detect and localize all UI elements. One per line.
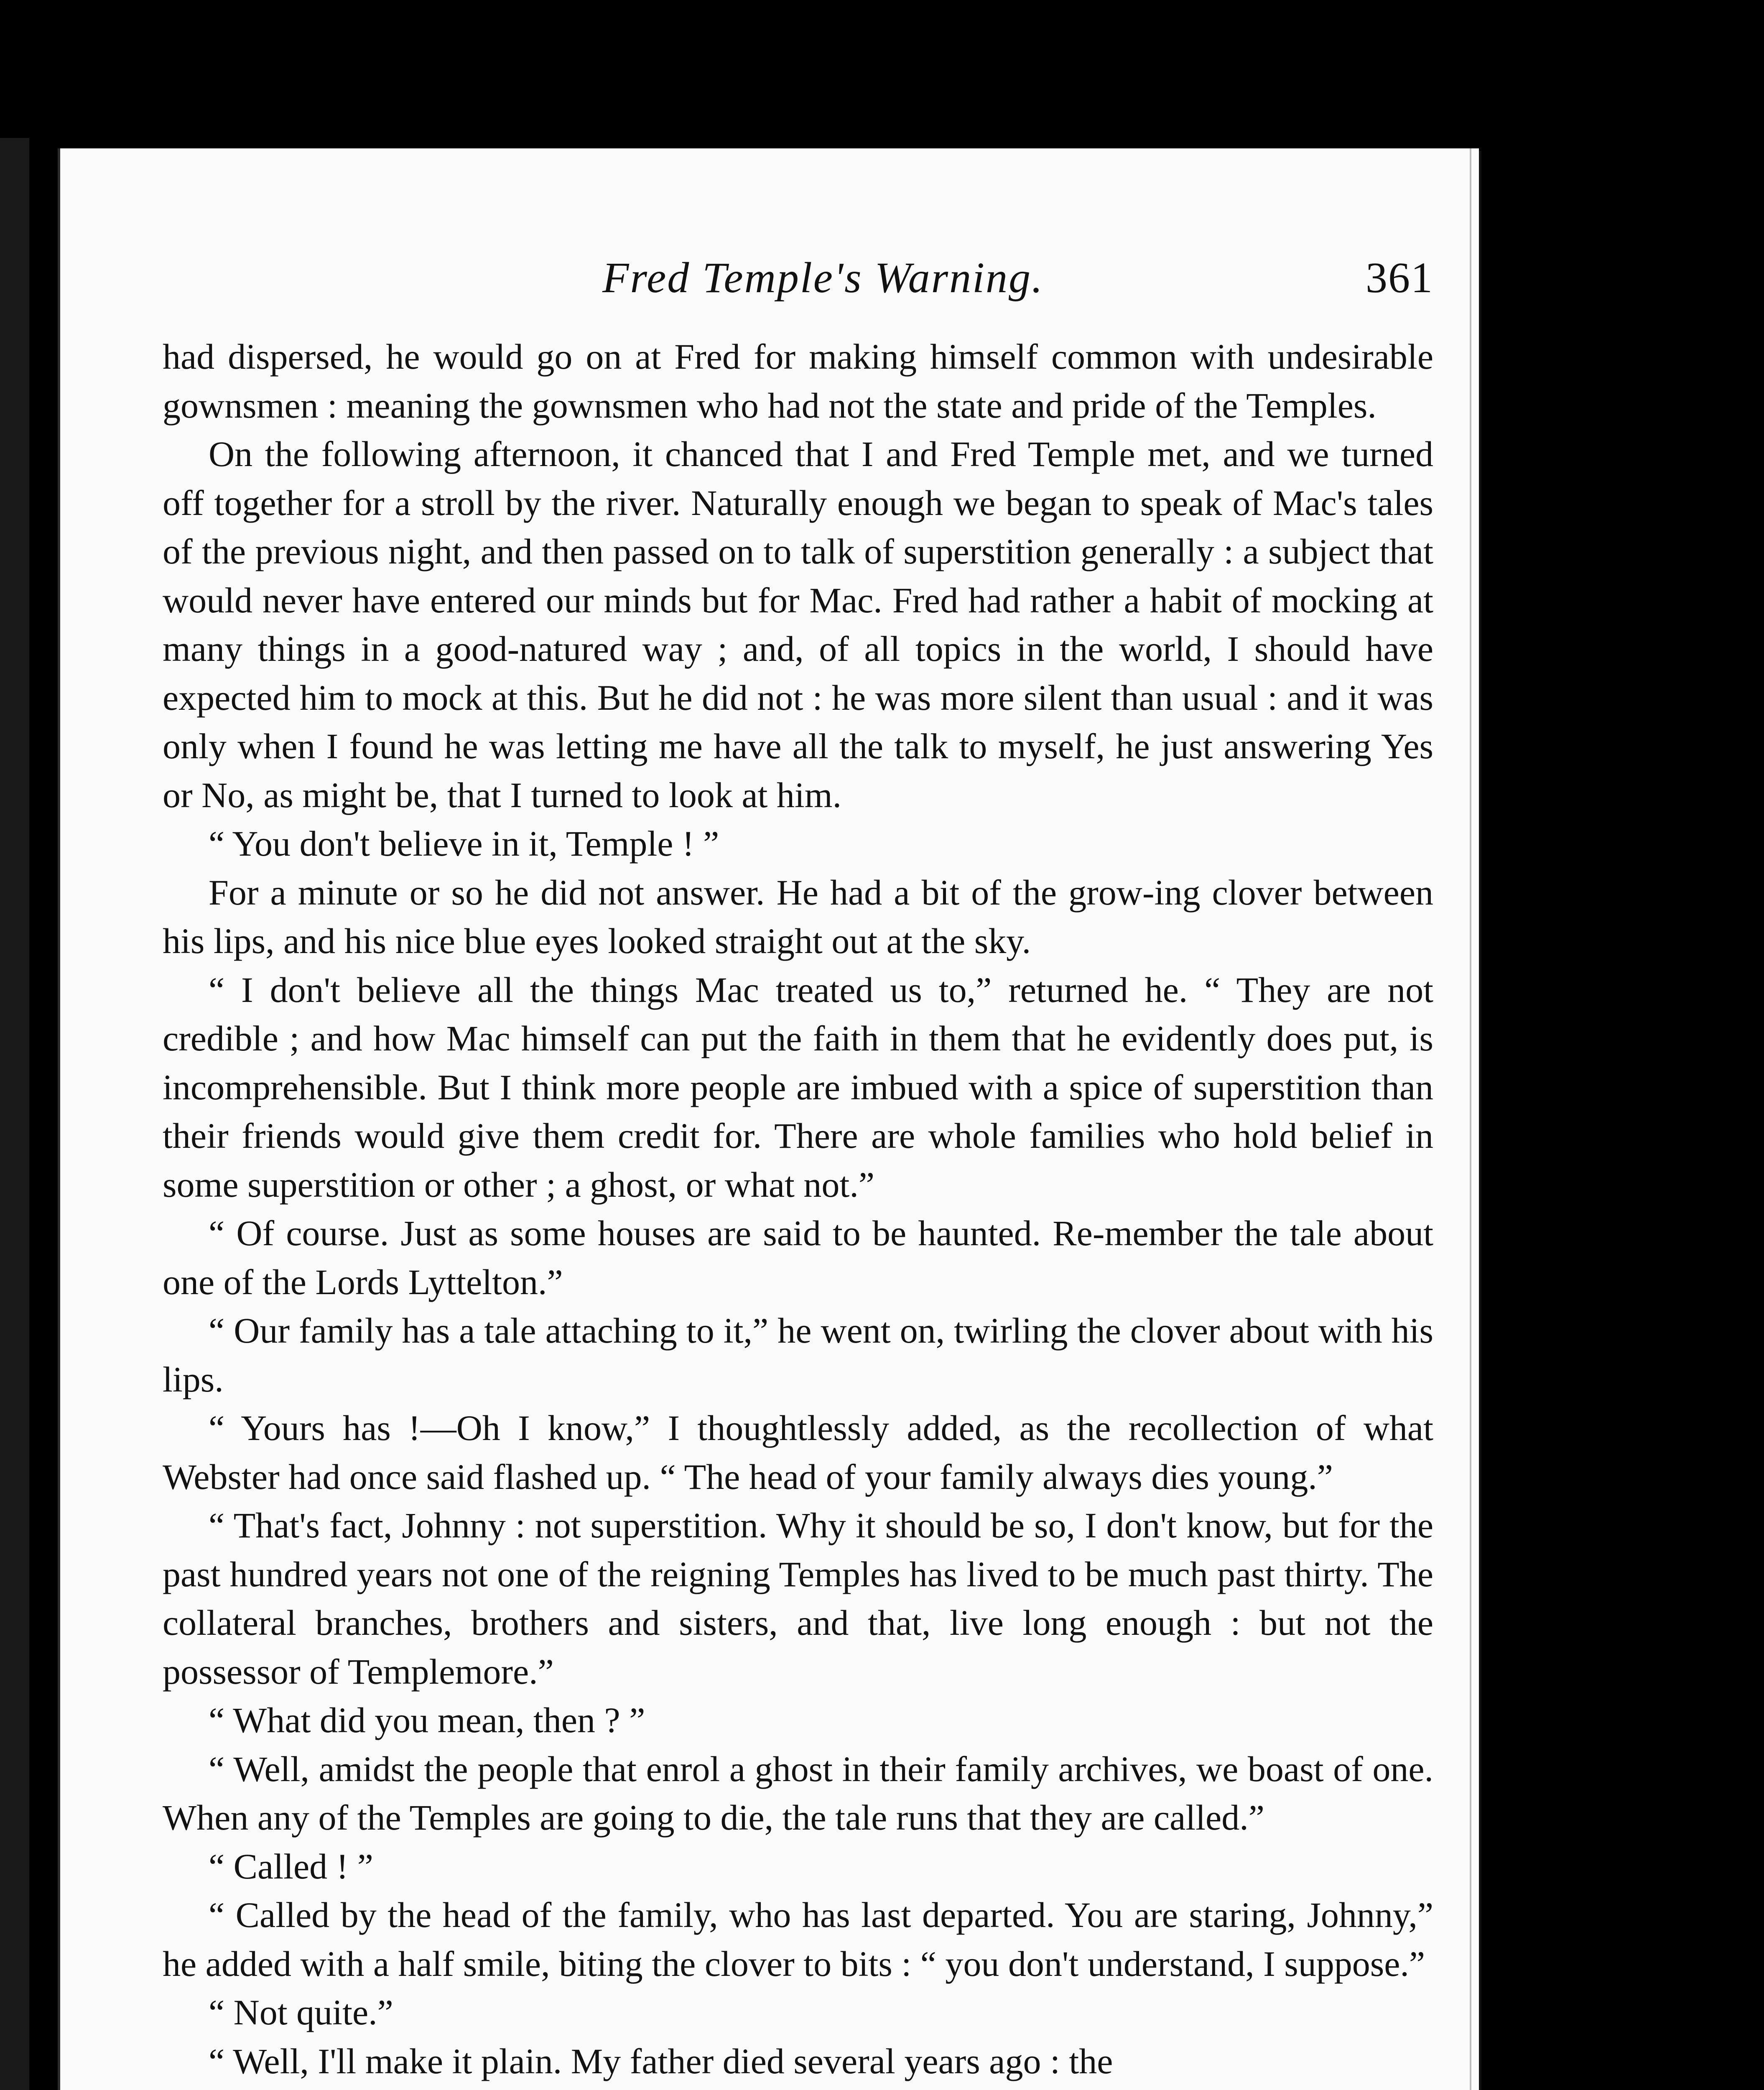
paragraph: “ That's fact, Johnny : not superstition. Why it should be so, I don't know, but for the past hundred years not one of the reigning Temples has lived to be much past thirty. The collateral branches, brothers and sisters, and that, live long enough : but not the possessor of Templemore.” — [163, 1505, 1433, 1692]
book-page — [58, 148, 1479, 2090]
paragraph: “ Yours has !—Oh I know,” I thoughtlessly added, as the recollection of what Webster had once said flashed up. “ The head of your family always dies young.” — [163, 1408, 1433, 1497]
running-head — [163, 253, 1433, 320]
paragraph: had dispersed, he would go on at Fred for making himself common with undesirable gownsmen : meaning the gownsmen who had not the state and pride of the Temples. — [163, 336, 1433, 426]
page-edge-line — [1470, 148, 1471, 2090]
paragraph: “ Called by the head of the family, who has last departed. You are staring, Johnny,” he added with a half smile, biting the clover to bits : “ you don't understand, I suppose.” — [163, 1895, 1433, 1984]
running-title: Fred Temple's Warning. — [602, 254, 1044, 302]
page-number: 361 — [1366, 254, 1433, 302]
paragraph: “ Called ! ” — [209, 1846, 373, 1886]
paragraph: “ What did you mean, then ? ” — [209, 1700, 645, 1740]
paragraph: “ Not quite.” — [209, 1992, 393, 2032]
paragraph: “ I don't believe all the things Mac treated us to,” returned he. “ They are not credible ; and how Mac himself can put the faith in them that he evidently does put, is incomprehensible. But I think more people are imbued with a spice of superstition than their friends would give them credit for. There are whole families who hold belief in some superstition or other ; a ghost, or what not.” — [163, 969, 1433, 1205]
paragraph: For a minute or so he did not answer. He had a bit of the grow-ing clover between his lips, and his nice blue eyes looked straight out at the sky. — [163, 872, 1433, 961]
paragraph: “ Well, I'll make it plain. My father died several years ago : the — [209, 2041, 1113, 2081]
paragraph: “ Our family has a tale attaching to it,” he went on, twirling the clover about with his lips. — [163, 1310, 1433, 1399]
paragraph: “ Of course. Just as some houses are said to be haunted. Re-member the tale about one of the Lords Lyttelton.” — [163, 1213, 1433, 1302]
paragraph: “ You don't believe in it, Temple ! ” — [209, 823, 719, 864]
paragraph: On the following afternoon, it chanced that I and Fred Temple met, and we turned off together for a stroll by the river. Naturally enough we began to speak of Mac's tales of the previous night, and then passed on to talk of superstition generally : a subject that would never have entered our minds but for Mac. Fred had rather a habit of mocking at many things in a good-natured way ; and, of all topics in the world, I should have expected him to mock at this. But he did not : he was more silent than usual : and it was only when I found he was letting me have all the talk to myself, he just answering Yes or No, as might be, that I turned to look at him. — [163, 434, 1433, 815]
scan-edge-left — [0, 138, 29, 2090]
paragraph: “ Well, amidst the people that enrol a ghost in their family archives, we boast of one. When any of the Temples are going to die, the tale runs that they are called.” — [163, 1748, 1433, 1838]
body-text — [163, 332, 1433, 2085]
